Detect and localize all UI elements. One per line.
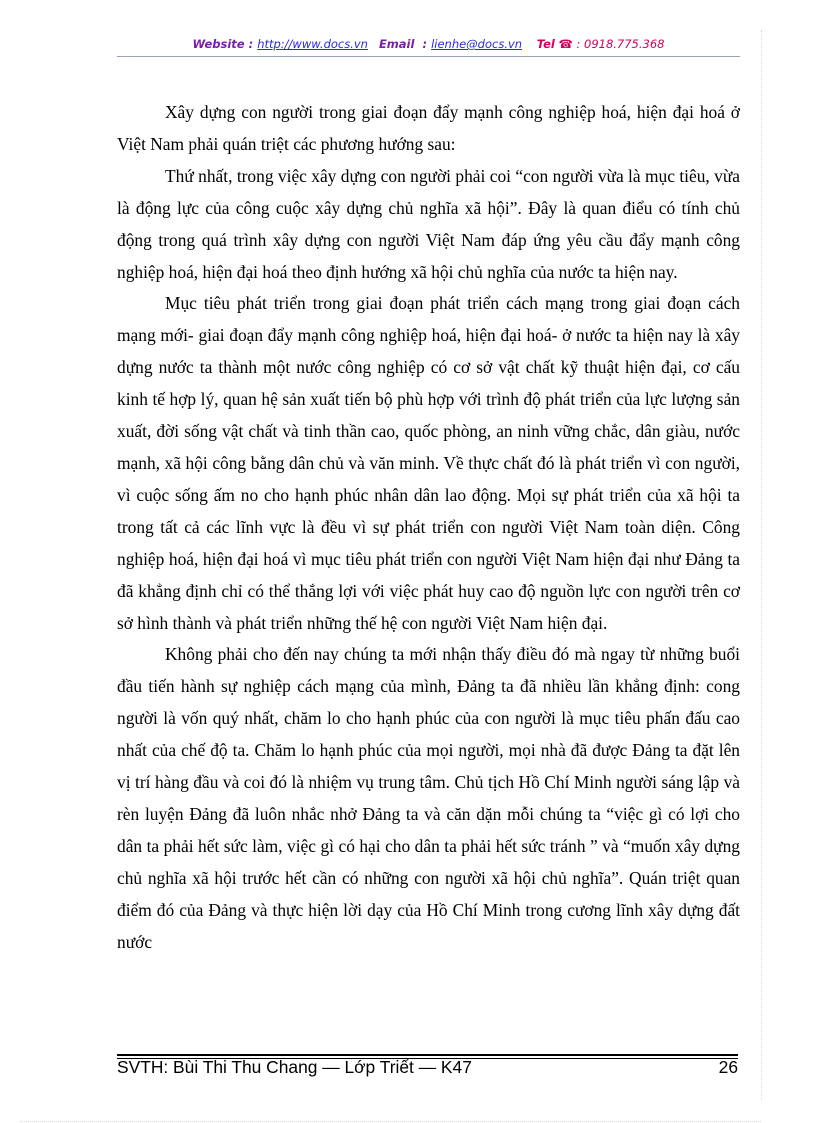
paragraph: Không phải cho đến nay chúng ta mới nhận thấy điều đó mà ngay từ những buổi đầu tiến hành sự nghiệp cách mạng của mình, Đảng ta đã nhiều lần khẳng định: cong người là vốn quý nhất, chăm lo cho hạnh phúc của con người là mục tiêu phấn đấu cao nhất của chế độ ta. Chăm lo hạnh phúc của mọi người, mọi nhà đã được Đảng ta đặt lên vị trí hàng đầu và coi đó là nhiệm vụ trung tâm. Chủ tịch Hồ Chí Minh người sáng lập và rèn luyện Đảng đã luôn nhắc nhở Đảng ta và căn dặn mỗi chúng ta “việc gì có lợi cho dân ta phải hết sức làm, việc gì có hại cho dân ta phải hết sức tránh ” và “muốn xây dựng chủ nghĩa xã hội trước hết cần có những con người xã hội chủ nghĩa”. Quán triệt quan điểm đó của Đảng và thực hiện lời dạy của Hồ Chí Minh trong cương lĩnh xây dựng đất nước <box>117 644 740 952</box>
paragraph: Thứ nhất, trong việc xây dựng con người phải coi “con người vừa là mục tiêu, vừa là động lực của công cuộc xây dựng chủ nghĩa xã hội”. Đây là quan điểu có tính chủ động trong quá trình xây dựng con người Việt Nam đáp ứng yêu cầu đẩy mạnh công nghiệp hoá, hiện đại hoá theo định hướng xã hội chủ nghĩa của nước ta hiện nay. <box>117 165 740 282</box>
page-footer <box>117 1057 738 1078</box>
tel-label: Tel <box>536 37 555 51</box>
paragraph: Mục tiêu phát triển trong giai đoạn phát triển cách mạng trong giai đoạn cách mạng mới- giai đoạn đẩy mạnh công nghiệp hoá, hiện đại hoá- ở nước ta hiện nay là xây dựng nước ta thành một nước công nghiệp có cơ sở vật chất kỹ thuật hiện đại, cơ cấu kinh tế hợp lý, quan hệ sản xuất tiến bộ phù hợp với trình độ phát triển của lực lượng sản xuất, đời sống vật chất và tinh thần cao, quốc phòng, an ninh vững chắc, dân giàu, nước mạnh, xã hội công bằng dân chủ và văn minh. Về thực chất đó là phát triển vì con người, vì cuộc sống ấm no cho hạnh phúc nhân dân lao động. Mọi sự phát triển của xã hội ta trong tất cả các lĩnh vực là đều vì sự phát triển con người Việt Nam toàn diện. Công nghiệp hoá, hiện đại hoá vì mục tiêu phát triển con người Việt Nam hiện đại như Đảng ta đã khẳng định chỉ có thể thắng lợi với việc phát huy cao độ nguồn lực con người trên cơ sở hình thành và phát triển những thế hệ con người Việt Nam hiện đại. <box>117 293 740 633</box>
header-divider <box>117 56 740 57</box>
footer-author: SVTH: Bùi Thi Thu Chang — Lớp Triết — K47 <box>117 1057 472 1077</box>
email-link[interactable]: lienhe@docs.vn <box>431 37 523 51</box>
page-header: Website : http://www.docs.vn Email : lienhe@docs.vn Tel ☎ : 0918.775.368 <box>192 37 665 51</box>
website-label: Website <box>192 37 245 51</box>
footer-divider <box>117 1054 738 1056</box>
tel-number: 0918.775.368 <box>584 37 665 51</box>
paragraph: Xây dựng con người trong giai đoạn đẩy mạnh công nghiệp hoá, hiện đại hoá ở Việt Nam phải quán triệt các phương hướng sau: <box>117 102 740 154</box>
page-number: 26 <box>718 1057 738 1077</box>
email-label: Email <box>378 37 415 51</box>
website-link[interactable]: http://www.docs.vn <box>257 37 368 51</box>
page-edge-bottom <box>20 1121 761 1122</box>
phone-icon: ☎ <box>558 37 573 51</box>
document-body <box>117 97 740 958</box>
page-edge-right <box>761 30 762 1100</box>
